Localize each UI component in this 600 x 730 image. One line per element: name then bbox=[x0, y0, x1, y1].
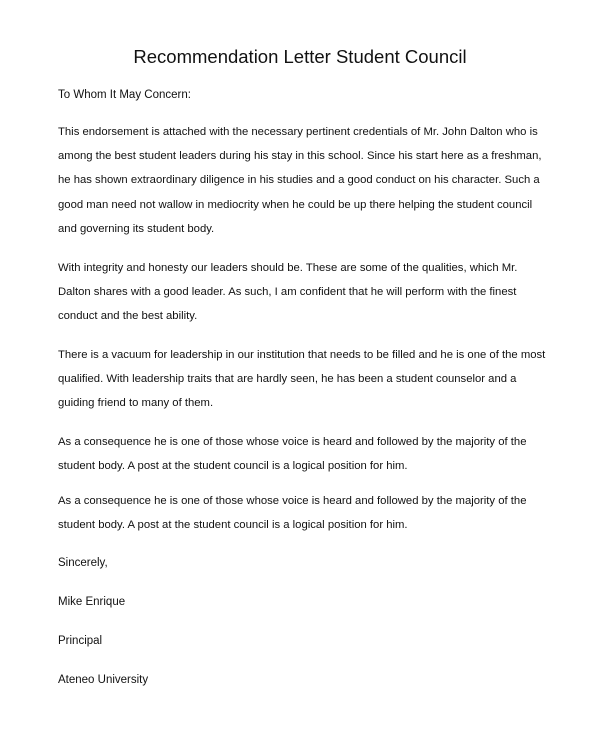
signer-name: Mike Enrique bbox=[58, 596, 126, 608]
signer-title: Principal bbox=[58, 635, 103, 647]
body-paragraph-1: This endorsement is attached with the necessary pertinent credentials of Mr. John Dalton who is among the best student leaders during his stay in this school. Since his start here as a freshman, he has shown extraordinary diligence in his studies and a good conduct on his character. Such a good man need not wallow in mediocrity when he could be up there helping the student council and governing its student body. bbox=[58, 126, 542, 235]
body-paragraph-3: There is a vacuum for leadership in our institution that needs to be filled and he is one of the most qualified. With leadership traits that are hardly seen, he has been a student counselor and a guiding friend to many of them. bbox=[58, 349, 546, 410]
body-paragraph-5: As a consequence he is one of those whose voice is heard and followed by the majority of the student body. A post at the student council is a logical position for him. bbox=[58, 495, 527, 532]
document-title: Recommendation Letter Student Council bbox=[133, 46, 467, 67]
body-paragraph-4: As a consequence he is one of those whose voice is heard and followed by the majority of the student body. A post at the student council is a logical position for him. bbox=[58, 436, 527, 473]
closing-line: Sincerely, bbox=[58, 557, 108, 569]
institution-name: Ateneo University bbox=[58, 674, 149, 686]
salutation: To Whom It May Concern: bbox=[58, 89, 191, 101]
body-paragraph-2: With integrity and honesty our leaders should be. These are some of the qualities, which Mr. Dalton shares with a good leader. As such, I am confident that he will perform with the finest conduct and the best ability. bbox=[58, 262, 518, 323]
